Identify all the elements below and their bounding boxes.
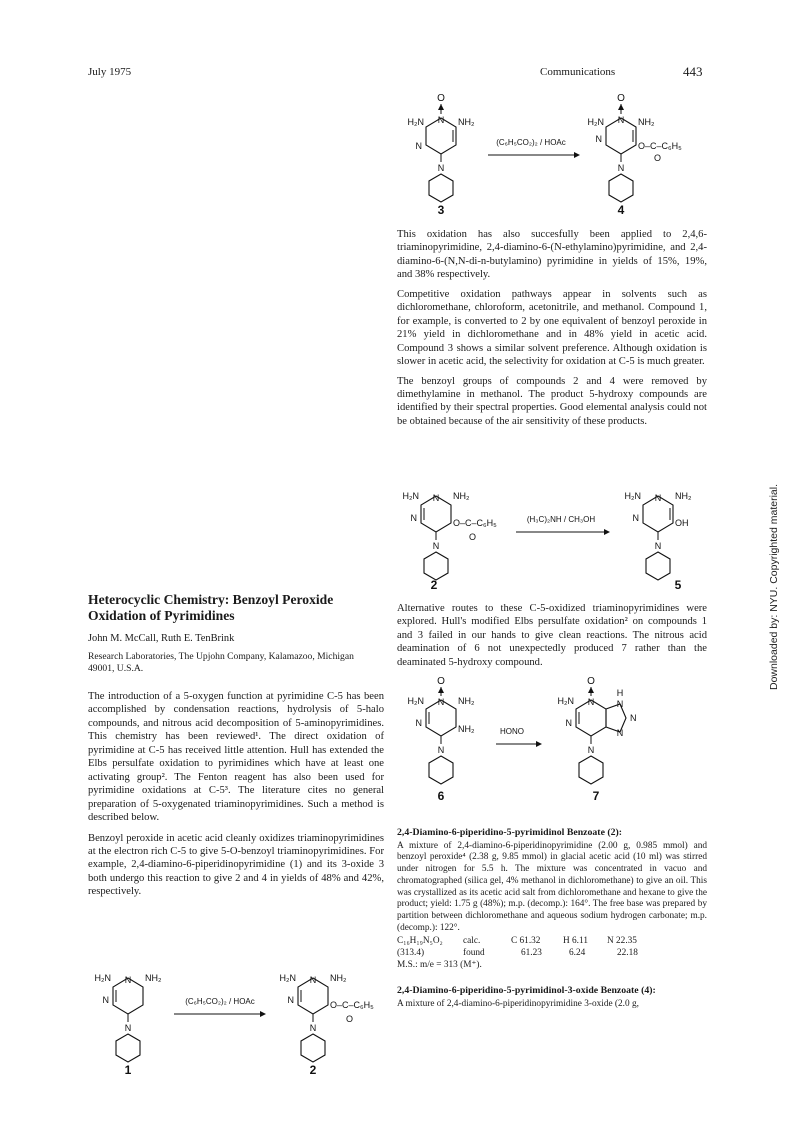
running-title: Communications (540, 66, 616, 78)
svg-text:H₂N: H₂N (407, 696, 424, 706)
svg-text:N: N (632, 513, 639, 523)
structure-compound-2 (403, 491, 498, 580)
svg-text:O–C–C₆H₅: O–C–C₆H₅ (638, 141, 682, 151)
experimental-body-2: A mixture of 2,4-diamino-6-piperidinopyrimidine (2.00 g, 0.985 mmol) and benzoyl peroxide⁴ (2.38 g, 9.85 mmol) in glacial acetic acid (10 ml) was stirred under nitrogen for 5.5 h. The mixture was concentrated in vacuo and chromatographed (silica gel, 4% methanol in dichloromethane) to give an oil. This was crystallized as its acetic acid salt from dichloromethane and hexane to give the product; yield: 1.75 g (48%); m.p. (decomp.): 164°. The free base was prepared by partition between dichloromethane and aqueous sodium hydrogen carbonate; m.p. (decomp.): 122°. (397, 840, 707, 933)
svg-text:N: N (415, 141, 422, 151)
svg-text:O: O (346, 1014, 354, 1024)
svg-text:N: N (309, 1023, 317, 1033)
experimental-section (397, 827, 707, 1011)
compound-number-7: 7 (592, 789, 600, 803)
article-affiliation: Research Laboratories, The Upjohn Company, Kalamazoo, Michigan 49001, U.S.A. (88, 651, 354, 675)
experimental-heading-2: 2,4-Diamino-6-piperidino-5-pyrimidinol Benzoate (2): (397, 827, 623, 838)
svg-text:N: N (287, 995, 294, 1005)
svg-text:O: O (654, 153, 662, 163)
analysis-calc-c: C 61.32 (511, 936, 541, 947)
svg-text:N: N (617, 163, 625, 173)
svg-text:N: N (432, 541, 440, 551)
svg-text:N: N (616, 728, 624, 738)
svg-text:NH₂: NH₂ (458, 724, 475, 734)
svg-text:N: N (309, 975, 317, 985)
elemental-analysis-table (397, 936, 646, 959)
experimental-body-4: A mixture of 2,4-diamino-6-piperidinopyrimidine 3-oxide (2.0 g, (397, 999, 639, 1010)
svg-text:N: N (410, 513, 417, 523)
svg-text:NH₂: NH₂ (638, 117, 655, 127)
svg-text:H₂N: H₂N (279, 973, 296, 983)
structure-compound-1 (95, 973, 162, 1062)
analysis-found-h: 6.24 (569, 948, 586, 959)
svg-text:N: N (437, 115, 445, 125)
structure-compound-3 (408, 93, 475, 202)
paragraph: Competitive oxidation pathways appear in solvents such as dichloromethane, chloroform, acetonitrile, and methanol. Compound 1, for example, is converted to 2 by one equivalent of benzoyl peroxide in 21% yield in dichloromethane and in 48% yield in acetic acid. Compound 3 shows a similar solvent preference. Although oxidation is slower in acetic acid, the selectivity for oxidation at C-5 is much greater. (397, 288, 707, 368)
reagent-label: (C₆H₅CO₂)₂ / HOAc (496, 138, 566, 147)
svg-text:N: N (630, 713, 637, 723)
analysis-found-c: 61.23 (521, 948, 542, 959)
svg-text:H₂N: H₂N (557, 696, 574, 706)
mass-spectrum: M.S.: m/e = 313 (M⁺). (397, 959, 482, 970)
reagent-label: HONO (500, 727, 524, 736)
svg-text:O: O (617, 93, 625, 104)
svg-text:NH₂: NH₂ (675, 491, 692, 501)
analysis-calc-n: N 22.35 (607, 936, 637, 947)
svg-text:N: N (587, 745, 595, 755)
scheme-oxidation-3-to-4 (396, 90, 716, 220)
svg-text:O: O (437, 93, 445, 104)
svg-text:N: N (124, 975, 132, 985)
download-watermark: Downloaded by: NYU. Copyrighted material. (768, 483, 780, 690)
paragraph: The benzoyl groups of compounds 2 and 4 were removed by dimethylamine in methanol. The product 5-hydroxy compounds are identified by their spectral properties. Good elemental analysis could not be obtained because of the air sensitivity of these products. (397, 375, 707, 427)
svg-text:H: H (616, 688, 624, 698)
structure-compound-6 (408, 676, 475, 784)
svg-text:N: N (654, 493, 662, 503)
page-number: 443 (683, 64, 703, 79)
scheme-nitrous-acid-6-to-7 (396, 674, 716, 806)
svg-text:H₂N: H₂N (587, 117, 604, 127)
compound-number-5: 5 (674, 578, 682, 592)
svg-text:H₂N: H₂N (94, 973, 111, 983)
running-date: July 1975 (88, 66, 132, 78)
analysis-calc-h: H 6.11 (563, 936, 588, 947)
svg-text:O–C–C₆H₅: O–C–C₆H₅ (330, 1000, 374, 1010)
svg-text:NH₂: NH₂ (458, 696, 475, 706)
svg-text:N: N (654, 541, 662, 551)
svg-text:N: N (415, 718, 422, 728)
compound-number-2: 2 (430, 578, 438, 592)
svg-text:NH₂: NH₂ (453, 491, 470, 501)
analysis-calc-label: calc. (463, 936, 481, 947)
right-column-text-upper (397, 228, 707, 428)
compound-number-1: 1 (124, 1063, 132, 1076)
svg-text:N: N (124, 1023, 132, 1033)
svg-text:N: N (616, 699, 624, 709)
structure-compound-7 (558, 676, 637, 784)
svg-text:N: N (595, 134, 602, 144)
article-title: Heterocyclic Chemistry: Benzoyl Peroxide Oxidation of Pyrimidines (88, 592, 334, 623)
experimental-heading-4: 2,4-Diamino-6-piperidino-5-pyrimidinol-3-oxide Benzoate (4): (397, 985, 656, 997)
compound-number-6: 6 (437, 789, 445, 803)
compound-number-2: 2 (309, 1063, 317, 1076)
article-authors: John M. McCall, Ruth E. TenBrink (88, 633, 235, 644)
svg-text:O: O (469, 532, 477, 542)
svg-text:NH₂: NH₂ (145, 973, 162, 983)
svg-text:NH₂: NH₂ (458, 117, 475, 127)
svg-text:H₂N: H₂N (624, 491, 641, 501)
svg-text:N: N (102, 995, 109, 1005)
svg-text:N: N (617, 115, 625, 125)
svg-text:H₂N: H₂N (407, 117, 424, 127)
scheme-debenzoylation-2-to-5 (396, 484, 716, 594)
svg-text:N: N (437, 745, 445, 755)
analysis-found-label: found (463, 948, 485, 959)
svg-text:N: N (432, 493, 440, 503)
svg-text:OH: OH (675, 518, 689, 528)
svg-text:H₂N: H₂N (402, 491, 419, 501)
paragraph: Alternative routes to these C-5-oxidized triaminopyrimidines were explored. Hull's modified Elbs persulfate oxidation² on compounds 1 and 3 failed in our hands to give clean reactions. The nitrous acid deamination of 6 not unexpectedly produced 7 rather than the deaminated 5-hydroxy compound. (397, 603, 707, 668)
svg-text:NH₂: NH₂ (330, 973, 347, 983)
paragraph: The introduction of a 5-oxygen function at pyrimidine C-5 has been accomplished by condensation reactions, hydrolysis of 5-halo compounds, and nitrous acid decomposition of 5-aminopyrimidines. This chemistry has been reviewed¹. The direct oxidation of pyrimidine at C-5 has received little attention. Hull has extended the Elbs persulfate oxidation to pyrimidines which have at least one activating group². The Fenton reagent has also been used for pyrimidine oxidations at C-5³. The literature cites no general preparation of 5-oxygenated triaminopyrimidines. Such a method is described below. (88, 691, 384, 824)
svg-text:N: N (437, 697, 445, 707)
scheme-oxidation-1-to-2 (88, 966, 388, 1076)
svg-text:O: O (587, 676, 595, 687)
svg-text:O–C–C₆H₅: O–C–C₆H₅ (453, 518, 497, 528)
right-column-text-middle (397, 602, 707, 669)
analysis-found-n: 22.18 (617, 948, 638, 959)
svg-text:N: N (437, 163, 445, 173)
svg-text:N: N (587, 697, 595, 707)
structure-compound-2 (280, 973, 375, 1062)
analysis-formula: C₁₆H₁₉N₅O₂ (397, 936, 443, 947)
paragraph: Benzoyl peroxide in acetic acid cleanly oxidizes triaminopyrimidines at the electron rich C-5 to give 5-O-benzoyl triaminopyrimidines. For example, 2,4-diamino-6-piperidinopyrimidine (1) and its 3-oxide 3 both undergo this reaction to give 2 and 4 in yields of 48% and 42%, respectively. (88, 832, 384, 898)
svg-text:N: N (565, 718, 572, 728)
reagent-label: (H₃C)₂NH / CH₃OH (526, 515, 596, 524)
svg-text:O: O (437, 676, 445, 687)
reagent-label: (C₆H₅CO₂)₂ / HOAc (185, 997, 255, 1006)
structure-compound-5 (625, 491, 692, 580)
left-column-text (88, 690, 384, 899)
compound-number-4: 4 (617, 203, 625, 217)
compound-number-3: 3 (437, 203, 445, 217)
structure-compound-4 (588, 93, 683, 202)
analysis-mw: (313.4) (397, 948, 425, 959)
paragraph: This oxidation has also succesfully been applied to 2,4,6-triaminopyrimidine, 2,4-diamino-6-(N-ethylamino)pyrimidine, and 2,4-diamino-6-(N,N-di-n-butylamino) pyrimidine in yields of 15%, 19%, and 38% respectively. (397, 229, 707, 281)
